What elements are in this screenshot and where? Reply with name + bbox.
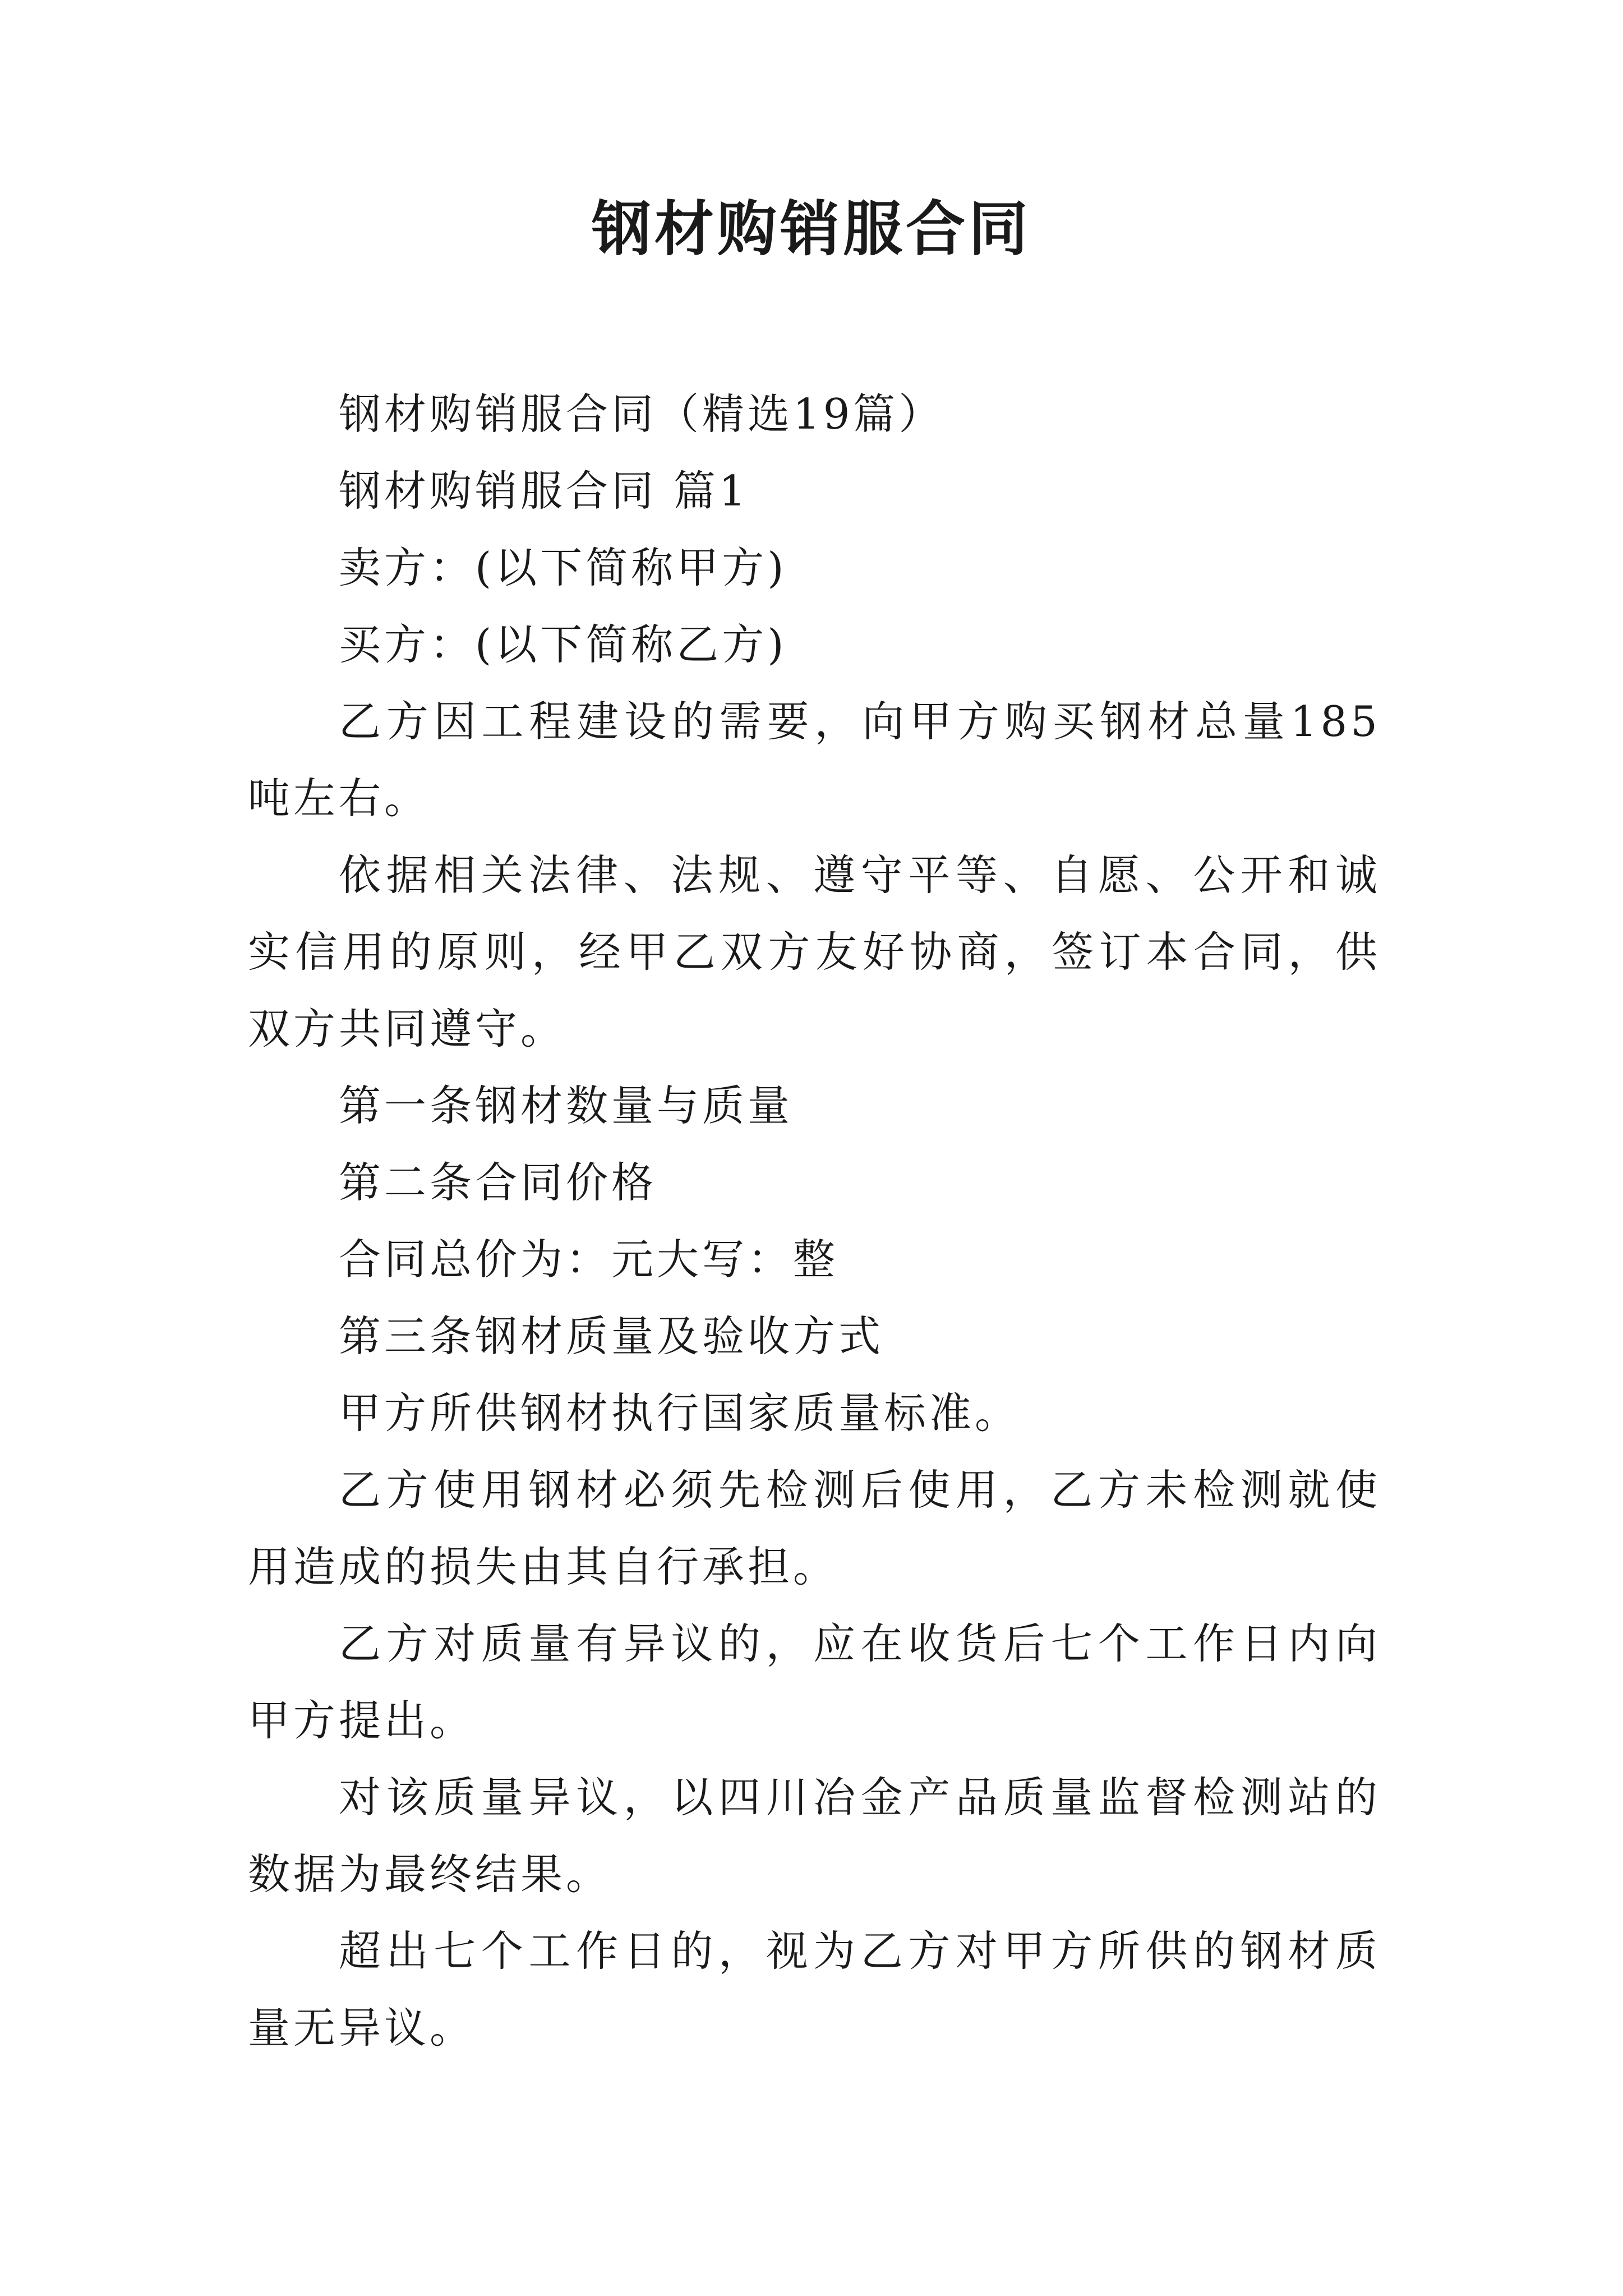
paragraph-total-price: 合同总价为：元大写：整 (339, 1235, 839, 1284)
paragraph-collection-title: 钢材购销服合同（精选19篇） (339, 389, 944, 439)
paragraph-article-1: 第一条钢材数量与质量 (339, 1081, 794, 1130)
paragraph-article-3: 第三条钢材质量及验收方式 (339, 1312, 884, 1361)
paragraph-seller: 卖方：(以下简称甲方) (339, 543, 787, 592)
paragraph-article-2: 第二条合同价格 (339, 1158, 657, 1207)
paragraph-buyer: 买方：(以下简称乙方) (339, 620, 787, 669)
paragraph-purchase-quantity: 乙方因工程建设的需要，向甲方购买钢材总量185吨左右。 (248, 697, 1381, 823)
paragraph-testing: 乙方使用钢材必须先检测后使用，乙方未检测就使用造成的损失由其自行承担。 (248, 1465, 1381, 1591)
paragraph-objection-period: 乙方对质量有异议的，应在收货后七个工作日内向甲方提出。 (248, 1619, 1381, 1745)
paragraph-quality-standard: 甲方所供钢材执行国家质量标准。 (339, 1388, 1021, 1438)
paragraph-legal-basis: 依据相关法律、法规、遵守平等、自愿、公开和诚实信用的原则，经甲乙双方友好协商，签订本合同，供双方共同遵守。 (248, 850, 1381, 1053)
paragraph-part-heading: 钢材购销服合同 篇1 (339, 466, 749, 516)
paragraph-no-objection: 超出七个工作日的，视为乙方对甲方所供的钢材质量无异议。 (248, 1926, 1381, 2053)
document-title: 钢材购销服合同 (592, 195, 1031, 264)
paragraph-testing-authority: 对该质量异议，以四川冶金产品质量监督检测站的数据为最终结果。 (248, 1773, 1381, 1899)
document-body (248, 376, 1381, 2067)
